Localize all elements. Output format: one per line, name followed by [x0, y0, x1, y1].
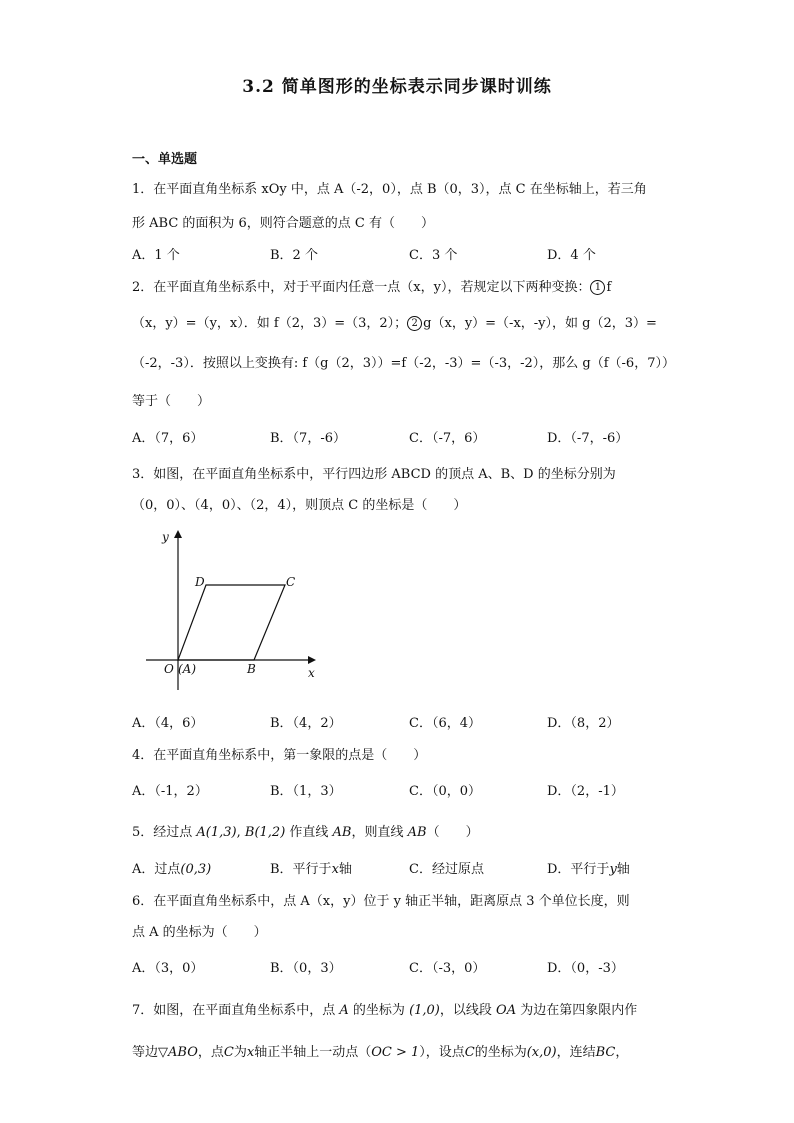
math-triangle: ▽ABO [158, 1045, 198, 1060]
question-text-part: 为 [233, 1045, 247, 1060]
question-text [132, 312, 657, 331]
option-text: A．过点 [132, 862, 181, 877]
option-a[interactable]: A．（3，0） [132, 961, 204, 976]
section-heading: 一、单选题 [132, 152, 198, 167]
option-d[interactable]: D．（-7，-6） [547, 431, 629, 446]
math-var: y [609, 862, 617, 877]
option-a[interactable] [132, 858, 211, 877]
math-var: OA [496, 1003, 517, 1018]
question-text [132, 999, 637, 1018]
label-y: y [162, 530, 169, 544]
label-x: x [308, 666, 315, 680]
label-d: D [195, 575, 205, 589]
question-text-part: ，以线段 [439, 1003, 497, 1018]
option-c[interactable]: C．（0，0） [409, 784, 481, 799]
label-b: B [247, 662, 256, 676]
option-text: B．平行于 [270, 862, 332, 877]
option-d[interactable] [547, 858, 630, 877]
option-d[interactable]: D．（0，-3） [547, 961, 624, 976]
question-text-part: 7．如图，在平面直角坐标系中，点 [132, 1003, 340, 1018]
option-b[interactable]: B．（4，2） [270, 716, 342, 731]
question-text-part: 的坐标为 [348, 1003, 410, 1018]
question-text: 点 A 的坐标为（ ） [132, 925, 267, 940]
question-text-part: 为边在第四象限内作 [516, 1003, 638, 1018]
option-c[interactable]: C．（6，4） [409, 716, 481, 731]
option-d[interactable]: D．4 个 [547, 248, 596, 263]
math-var: x [331, 862, 339, 877]
option-b[interactable]: B．（1，3） [270, 784, 342, 799]
math-line-ab: AB [407, 825, 427, 840]
question-text-part: ，连结 [556, 1045, 596, 1060]
question-text-part: 的坐标为 [474, 1045, 527, 1060]
math-var: A [339, 1003, 349, 1018]
math-var: C [464, 1045, 475, 1060]
question-text: 等于（ ） [132, 394, 211, 409]
option-text: D．平行于 [547, 862, 610, 877]
question-text: 6．在平面直角坐标系中，点 A（x，y）位于 y 轴正半轴，距离原点 3 个单位长度，则 [132, 894, 630, 909]
question-text-part: , [236, 825, 245, 840]
option-c[interactable]: C．（-3，0） [409, 961, 486, 976]
option-a[interactable]: A．1 个 [132, 248, 180, 263]
label-c: C [286, 575, 296, 589]
option-a[interactable]: A．（4，6） [132, 716, 204, 731]
option-b[interactable]: B．2 个 [270, 248, 318, 263]
parallelogram-abcd [178, 585, 285, 660]
label-a: (A) [178, 662, 197, 676]
math-var: x [246, 1045, 255, 1060]
option-b[interactable]: B．（7，-6） [270, 431, 346, 446]
math-var: C [223, 1045, 234, 1060]
math-point-a: A(1,3) [196, 825, 237, 840]
option-d[interactable]: D．（8，2） [547, 716, 620, 731]
math-point: (1,0) [409, 1003, 440, 1018]
parallelogram-figure [140, 522, 330, 694]
math-condition: OC > 1 [371, 1045, 420, 1060]
option-text: 轴 [616, 862, 630, 877]
option-a[interactable]: A．（7，6） [132, 431, 204, 446]
question-text-part: ），设点 [419, 1045, 465, 1060]
option-c[interactable]: C．3 个 [409, 248, 458, 263]
question-text: 形 ABC 的面积为 6，则符合题意的点 C 有（ ） [132, 216, 435, 231]
question-text-part: ，点 [197, 1045, 224, 1060]
question-text-part: 5．经过点 [132, 825, 197, 840]
question-text-part: 等边 [132, 1045, 159, 1060]
label-o: O [164, 662, 174, 676]
math-point-b: B(1,2) [244, 825, 286, 840]
question-text-part: 轴正半轴上一动点（ [254, 1045, 372, 1060]
x-axis-arrow [308, 656, 316, 664]
question-text-part: f [606, 280, 612, 295]
question-text-part: g（x，y）=（-x，-y），如 g（2，3）= [423, 316, 657, 331]
question-text [132, 821, 479, 840]
option-c[interactable]: C．（-7，6） [409, 431, 486, 446]
option-d[interactable]: D．（2，-1） [547, 784, 624, 799]
question-text: （-2，-3）．按照以上变换有: f（g（2，3））=f（-2，-3）=（-3，-2），那么 g（f（-6，7）） [132, 356, 675, 371]
circled-number-2: 2 [407, 316, 422, 331]
option-text: 轴 [338, 862, 352, 877]
math-point: (x,0) [526, 1045, 557, 1060]
question-text-part: ， [615, 1045, 629, 1060]
question-text: 1．在平面直角坐标系 xOy 中，点 A（-2，0），点 B（0，3），点 C 在坐标轴上，若三角 [132, 182, 647, 197]
math-line-ab: AB [332, 825, 352, 840]
question-text-part: 作直线 [285, 825, 333, 840]
question-text-part: （x，y）=（y，x）．如 f（2，3）=（3，2）； [132, 316, 408, 331]
question-text: 4．在平面直角坐标系中，第一象限的点是（ ） [132, 748, 427, 763]
option-b[interactable] [270, 858, 352, 877]
question-text [132, 1041, 628, 1060]
question-text-part: ，则直线 [351, 825, 408, 840]
question-text: 3．如图，在平面直角坐标系中，平行四边形 ABCD 的顶点 A、B、D 的坐标分别为 [132, 467, 616, 482]
math-point: (0,3) [180, 862, 212, 877]
option-c[interactable]: C．经过原点 [409, 862, 484, 877]
question-text-part: 2．在平面直角坐标系中，对于平面内任意一点（x，y），若规定以下两种变换： [132, 280, 591, 295]
option-b[interactable]: B．（0，3） [270, 961, 342, 976]
circled-number-1: 1 [590, 280, 605, 295]
page-title: 3.2 简单图形的坐标表示同步课时训练 [242, 77, 552, 97]
question-text-part: （ ） [426, 825, 479, 840]
question-text [132, 276, 611, 295]
math-var: BC [595, 1045, 616, 1060]
question-text: （0，0）、（4，0）、（2，4），则顶点 C 的坐标是（ ） [132, 498, 467, 513]
option-a[interactable]: A．（-1，2） [132, 784, 208, 799]
y-axis-arrow [174, 530, 182, 538]
